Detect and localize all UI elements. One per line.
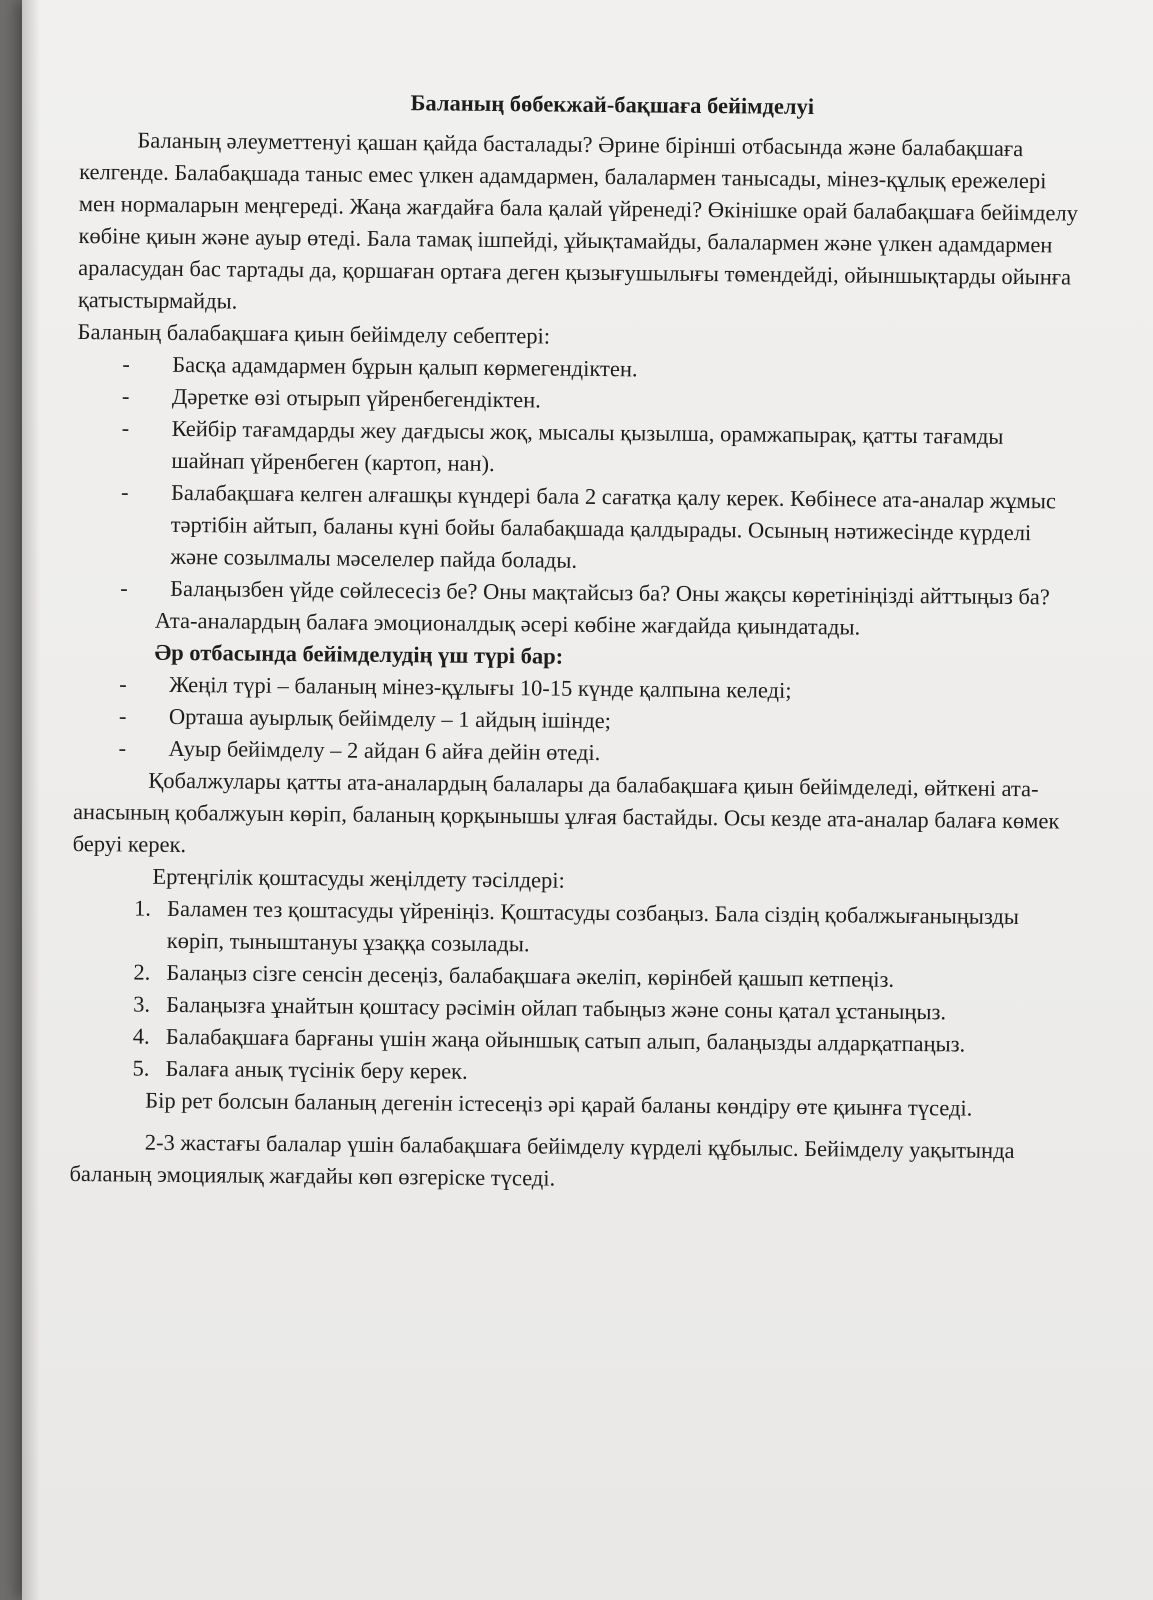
paper-sheet <box>22 0 1153 1600</box>
number-marker: 5. <box>132 1055 150 1081</box>
dash-marker: - <box>120 479 129 505</box>
causes-heading: Баланың балабақшаға қиын бейімделу себептері: <box>77 318 551 349</box>
method-text: Балаға анық түсінік беру керек. <box>165 1055 468 1084</box>
list-item <box>72 892 1078 966</box>
number-marker: 3. <box>133 991 151 1017</box>
type-text: Жеңіл түрі – баланың мінез-құлығы 10-15 күнде қалпына келеді; <box>169 671 792 703</box>
number-marker: 1. <box>133 895 152 921</box>
list-item <box>75 476 1081 582</box>
dash-marker: - <box>118 735 127 761</box>
dash-marker: - <box>121 383 130 409</box>
parent-effect-text: Ата-аналардың балаға эмоционалдық әсері көбіне жағдайда қиындатады. <box>154 607 861 640</box>
document-body <box>69 84 1085 1200</box>
method-text: Баламен тез қоштасуды үйреніңіз. Қоштасуды созбаңыз. Бала сіздің қобалжығаныңызды көріп, тыныштануы ұзаққа созылады. <box>166 895 1020 957</box>
dash-marker: - <box>120 575 128 601</box>
types-heading: Әр отбасында бейімделудің үш түрі бар: <box>154 639 564 669</box>
number-marker: 4. <box>132 1023 150 1049</box>
methods-list <box>70 892 1077 1094</box>
type-text: Орташа ауырлық бейімделу – 1 айдың ішінде; <box>168 703 612 734</box>
once-paragraph: Бір рет болсын баланың дегенін істесеңіз әрі қарай баланы көндіру өте қиынға түседі. <box>145 1087 973 1121</box>
cause-text: Дәретке өзі отырып үйренбегендіктен. <box>171 383 541 413</box>
list-item <box>76 412 1082 486</box>
dash-marker: - <box>118 703 127 729</box>
method-text: Балабақшаға барғаны үшін жаңа ойыншық сатып алып, балаңызды алдарқатпаңыз. <box>165 1023 966 1057</box>
causes-list <box>75 348 1082 614</box>
dash-marker: - <box>119 671 127 697</box>
intro-paragraph: Баланың әлеуметтенуі қашан қайда басталады? Әрине бірінші отбасында және балабақшаға келгенде. Балабақшада таныс емес үлкен адамдармен, балалармен танысады, мінез-құлық ережелері мен нормаларын меңгереді. Жаңа жағдайға бала қалай үйренеді? Өкінішке орай балабақшаға бейімделу көбіне қиын және ауыр өтеді. Бала тамақ ішпейді, ұйықтамайды, балалармен және үлкен адамдармен араласудан бас тартады да, қоршаған ортаға деген қызығушылығы төмендейді, ойыншықтарды ойынға қатыстырмайды. <box>77 127 1079 314</box>
method-text: Балаңыз сізге сенсін десеңіз, балабақшаға әкеліп, көрінбей қашып кетпеңіз. <box>166 959 895 992</box>
method-text: Балаңызға ұнайтын қоштасу рәсімін ойлап табыңыз және соны қатал ұстаныңыз. <box>166 991 947 1025</box>
cause-text: Балаңызбен үйде сөйлесесіз бе? Оны мақтайсыз ба? Оны жақсы көретініңізді айттыңыз ба? <box>170 575 1050 610</box>
document-title: Баланың бөбекжай-бақшаға бейімделуі <box>410 90 815 120</box>
types-list <box>73 668 1079 774</box>
dash-marker: - <box>122 351 130 377</box>
dash-marker: - <box>121 415 130 441</box>
anxiety-paragraph: Қобалжулары қатты ата-аналардың балалары да балабақшаға қиын бейімделеді, өйткені ата-анасының қобалжуын көріп, баланың қорқынышы ұлғая бастайды. Осы кезде ата-аналар балаға көмек беруі керек. <box>72 767 1060 858</box>
type-text: Ауыр бейімделу – 2 айдан 6 айға дейін өтеді. <box>168 735 601 766</box>
closing-paragraph: 2-3 жастағы балалар үшін балабақшаға бейімделу күрделі құбылыс. Бейімделу уақытында баланың эмоциялық жағдайы көп өзгеріске түседі. <box>69 1129 1015 1191</box>
number-marker: 2. <box>133 959 151 985</box>
cause-text: Басқа адамдармен бұрын қалып көрмегендіктен. <box>172 351 638 382</box>
methods-heading: Ертеңгілік қоштасуды жеңілдету тәсілдері: <box>152 863 565 893</box>
cause-text: Кейбір тағамдарды жеу дағдысы жоқ, мысалы қызылша, орамжапырақ, қатты тағамды шайнап үйренбеген (картоп, нан). <box>171 415 1004 476</box>
cause-text: Балабақшаға келген алғашқы күндері бала 2 сағатқа қалу керек. Көбінесе ата-аналар жұмыс тәртібін айтып, баланы күні бойы балабақшада қалдырады. Осының нәтижесінде күрделі және созылмалы мәселелер пайда болады. <box>170 479 1057 573</box>
